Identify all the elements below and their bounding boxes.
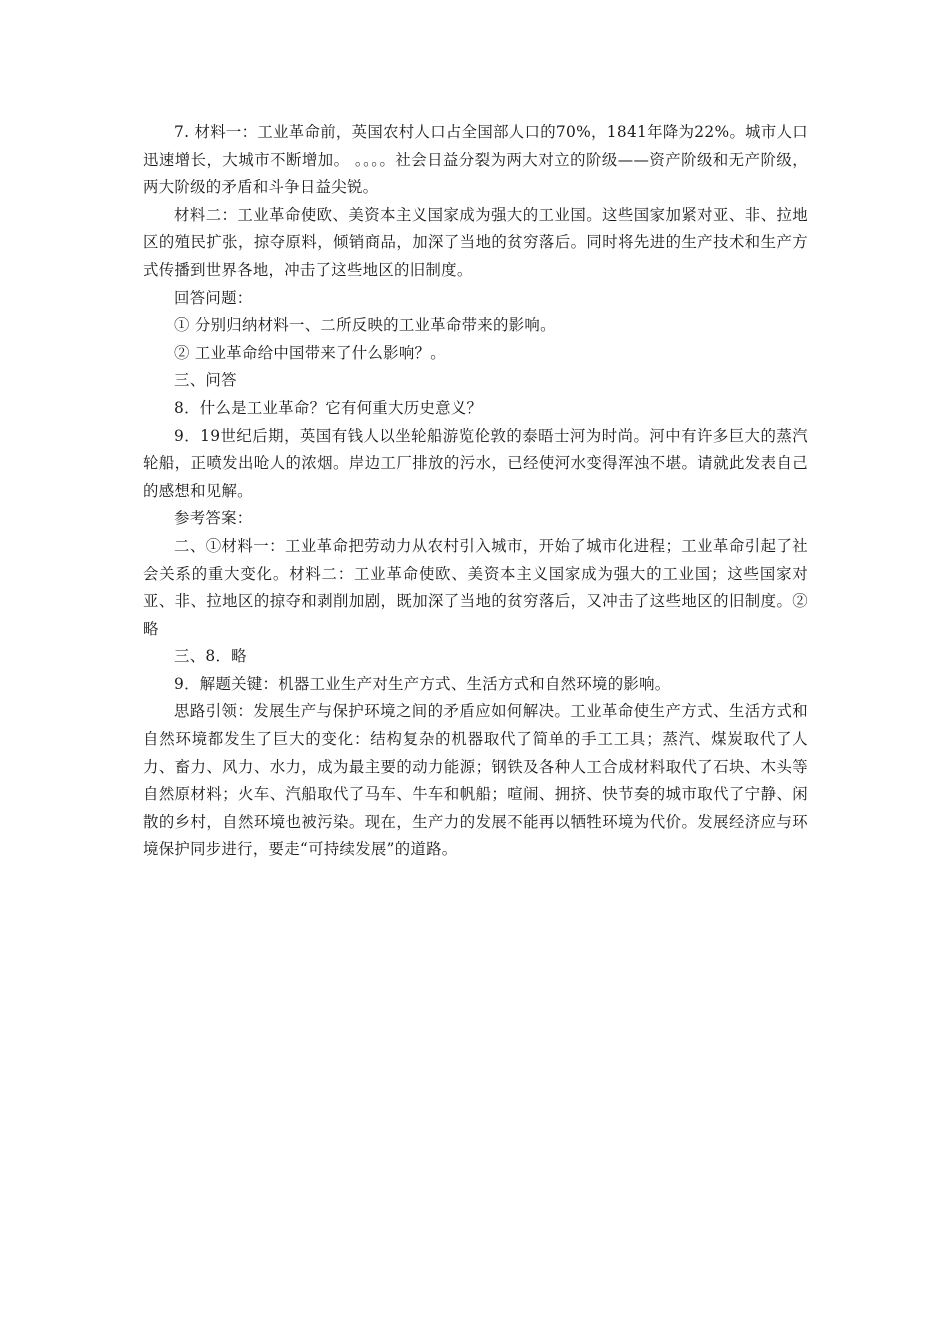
answer-q9-guide: 思路引领：发展生产与保护环境之间的矛盾应如何解决。工业革命使生产方式、生活方式和自然环境都发生了巨大的变化：结构复杂的机器取代了简单的手工工具；蒸汽、煤炭取代了人力、畜力、风力、水力，成为最主要的动力能源；钢铁及各种人工合成材料取代了石块、木头等自然原材料；火车、汽船取代了马车、牛车和帆船；喧闹、拥挤、快节奏的城市取代了宁静、闲散的乡村，自然环境也被污染。现在，生产力的发展不能再以牺牲环境为代价。发展经济应与环境保护同步进行，要走“可持续发展”的道路。 bbox=[143, 702, 808, 859]
section-heading-qa: 三、问答 bbox=[174, 371, 237, 390]
answer-prompt: 回答问题： bbox=[174, 288, 253, 307]
document-body bbox=[143, 119, 808, 864]
question-7-material-2: 材料二：工业革命使欧、美资本主义国家成为强大的工业国。这些国家加紧对亚、非、拉地区的殖民扩张，掠夺原料，倾销商品，加深了当地的贫穷落后。同时将先进的生产技术和生产方式传播到世界各地，冲击了这些地区的旧制度。 bbox=[143, 205, 808, 279]
answer-key-heading: 参考答案： bbox=[174, 509, 253, 528]
question-9: 9．19世纪后期，英国有钱人以坐轮船游览伦敦的泰晤士河为时尚。河中有许多巨大的蒸汽轮船，正喷发出呛人的浓烟。岸边工厂排放的污水，已经使河水变得浑浊不堪。请就此发表自己的感想和见解。 bbox=[143, 426, 808, 500]
question-7-material-1: 7. 材料一：工业革命前，英国农村人口占全国部人口的70%，1841年降为22%。城市人口迅速增长，大城市不断增加。 。。。。社会日益分裂为两大对立的阶级——资产阶级和无产阶级，两大阶级的矛盾和斗争日益尖锐。 bbox=[143, 123, 808, 197]
sub-question-1: ① 分别归纳材料一、二所反映的工业革命带来的影响。 bbox=[174, 316, 556, 335]
answer-q9-key: 9．解题关键：机器工业生产对生产方式、生活方式和自然环境的影响。 bbox=[174, 674, 671, 693]
answer-section-3-q8: 三、8．略 bbox=[174, 647, 247, 666]
answer-section-2: 二、①材料一：工业革命把劳动力从农村引入城市，开始了城市化进程；工业革命引起了社会关系的重大变化。材料二：工业革命使欧、美资本主义国家成为强大的工业国；这些国家对亚、非、拉地区的掠夺和剥削加剧，既加深了当地的贫穷落后，又冲击了这些地区的旧制度。②略 bbox=[143, 536, 808, 638]
sub-question-2: ② 工业革命给中国带来了什么影响？。 bbox=[174, 343, 446, 362]
question-8: 8．什么是工业革命？它有何重大历史意义？ bbox=[174, 398, 483, 417]
